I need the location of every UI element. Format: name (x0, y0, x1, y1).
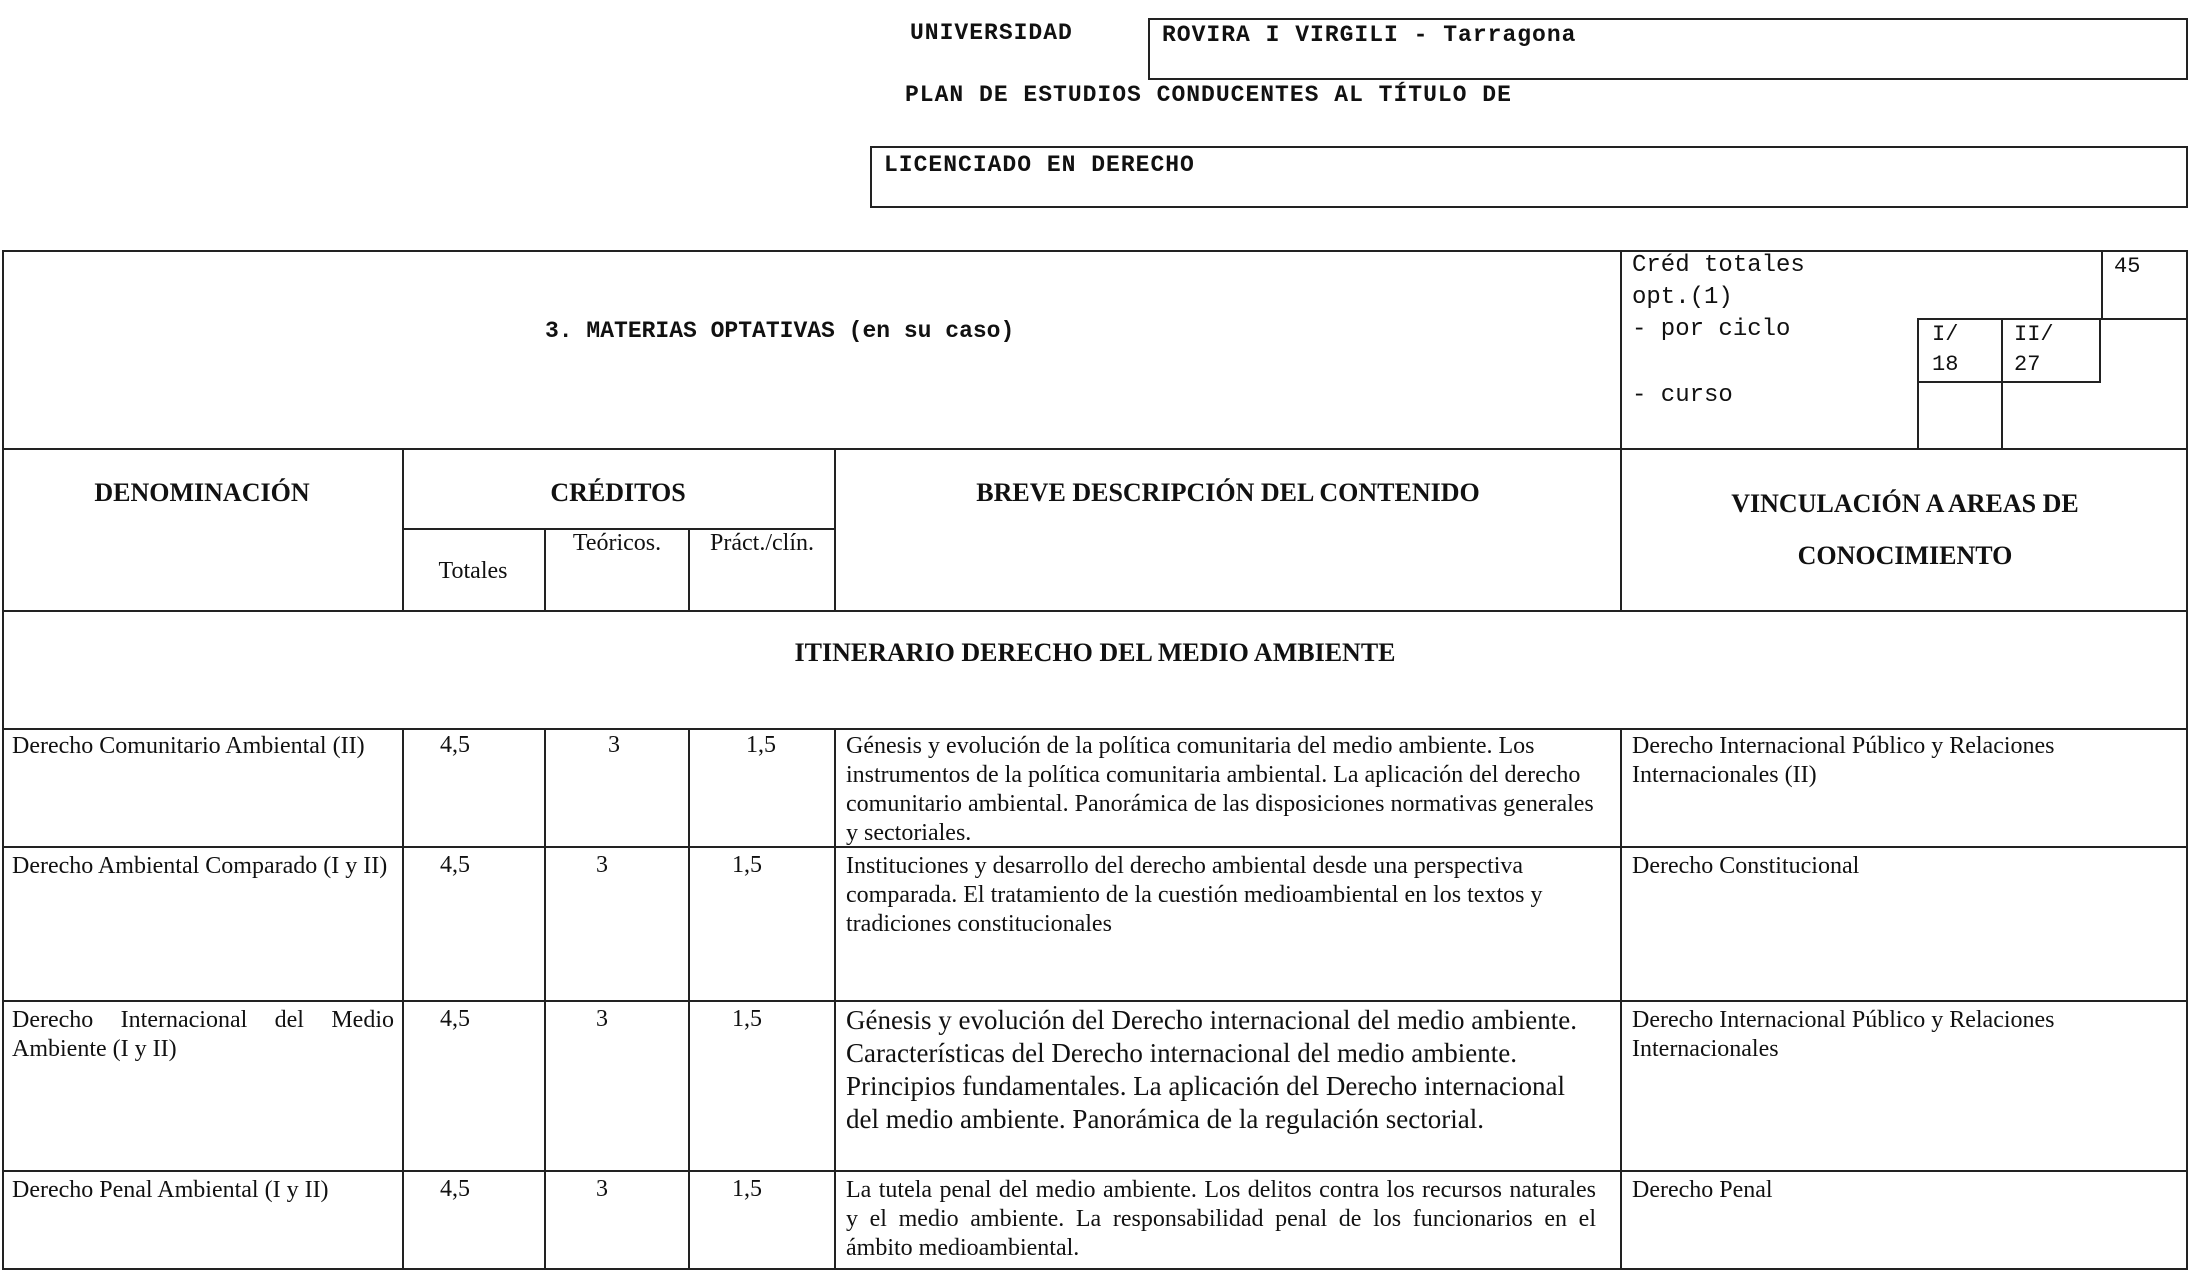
col-vinculacion (1622, 478, 2188, 582)
cred-totales-label (1632, 250, 1805, 314)
row-teoricos: 3 (596, 852, 608, 878)
curso-label: - curso (1632, 382, 1733, 409)
row-practicos: 1,5 (732, 852, 762, 878)
cycle-ii-label: II/ (2014, 322, 2054, 347)
degree-value: LICENCIADO EN DERECHO (884, 152, 1195, 178)
university-box (1148, 18, 2188, 80)
row-teoricos: 3 (596, 1176, 608, 1202)
degree-box (870, 146, 2188, 208)
row-area: Derecho Internacional Público y Relaciones Internacionales (1632, 1007, 2055, 1062)
row-totales: 4,5 (440, 732, 470, 758)
row-description: La tutela penal del medio ambiente. Los delitos contra los recursos naturales y el medio ambiente. La responsabilidad penal de los funcionarios en el ámbito medioambiental. (846, 1177, 1596, 1261)
cred-totales-value: 45 (2114, 254, 2141, 279)
row-description: Génesis y evolución del Derecho internacional del medio ambiente. Características del Derecho internacional del medio ambiente. Principios fundamentales. La aplicación del Derecho internacional del medio ambiente. Panorámica de la regulación sectorial. (846, 1005, 1577, 1134)
cycle-i (1932, 320, 1958, 380)
col-vinculacion-line1: VINCULACIÓN A AREAS DE (1731, 489, 2079, 518)
section-title: 3. MATERIAS OPTATIVAS (en su caso) (545, 318, 1015, 344)
row-area: Derecho Internacional Público y Relaciones Internacionales (II) (1632, 733, 2055, 788)
col-descripcion: BREVE DESCRIPCIÓN DEL CONTENIDO (976, 478, 1480, 507)
cycle-ii (2014, 320, 2054, 380)
row-totales: 4,5 (440, 852, 470, 878)
row-description: Instituciones y desarrollo del derecho ambiental desde una perspectiva comparada. El tratamiento de la cuestión medioambiental en los textos y tradiciones constitucionales (846, 853, 1543, 937)
row-name: Derecho Penal Ambiental (I y II) (12, 1177, 329, 1203)
row-description: Génesis y evolución de la política comunitaria del medio ambiente. Los instrumentos de la política comunitaria ambiental. La aplicación del derecho comunitario ambiental. Panorámica de las disposiciones normativas generales y sectoriales. (846, 733, 1594, 846)
col-totales: Totales (438, 558, 508, 584)
cycle-i-label: I/ (1932, 322, 1959, 347)
row-practicos: 1,5 (732, 1006, 762, 1032)
row-area: Derecho Penal (1632, 1177, 1773, 1203)
row-totales: 4,5 (440, 1006, 470, 1032)
row-name: Derecho Ambiental Comparado (I y II) (12, 853, 388, 879)
row-teoricos: 3 (608, 732, 620, 758)
row-practicos: 1,5 (746, 732, 776, 758)
col-teoricos: Teóricos. (572, 530, 662, 556)
col-denominacion: DENOMINACIÓN (94, 478, 310, 507)
university-value: ROVIRA I VIRGILI - Tarragona (1162, 22, 1577, 48)
col-vinculacion-line2: CONOCIMIENTO (1797, 541, 2013, 570)
row-totales: 4,5 (440, 1176, 470, 1202)
plan-label: PLAN DE ESTUDIOS CONDUCENTES AL TÍTULO DE (905, 82, 1512, 108)
opt-text: opt.(1) (1632, 284, 1733, 311)
col-creditos: CRÉDITOS (550, 478, 686, 507)
row-practicos: 1,5 (732, 1176, 762, 1202)
por-ciclo-label: - por ciclo (1632, 316, 1791, 343)
itinerary-title: ITINERARIO DERECHO DEL MEDIO AMBIENTE (794, 638, 1396, 667)
row-name: Derecho Comunitario Ambiental (II) (12, 733, 365, 759)
row-area: Derecho Constitucional (1632, 853, 1860, 879)
col-practicos: Práct./clín. (710, 530, 814, 556)
row-teoricos: 3 (596, 1006, 608, 1032)
cycle-ii-value: 27 (2014, 352, 2041, 377)
cycle-i-value: 18 (1932, 352, 1959, 377)
row-name: Derecho Internacional del Medio Ambiente (I y II) (12, 1007, 394, 1062)
university-label: UNIVERSIDAD (910, 20, 1073, 46)
cred-totales-text: Créd totales (1632, 252, 1805, 279)
